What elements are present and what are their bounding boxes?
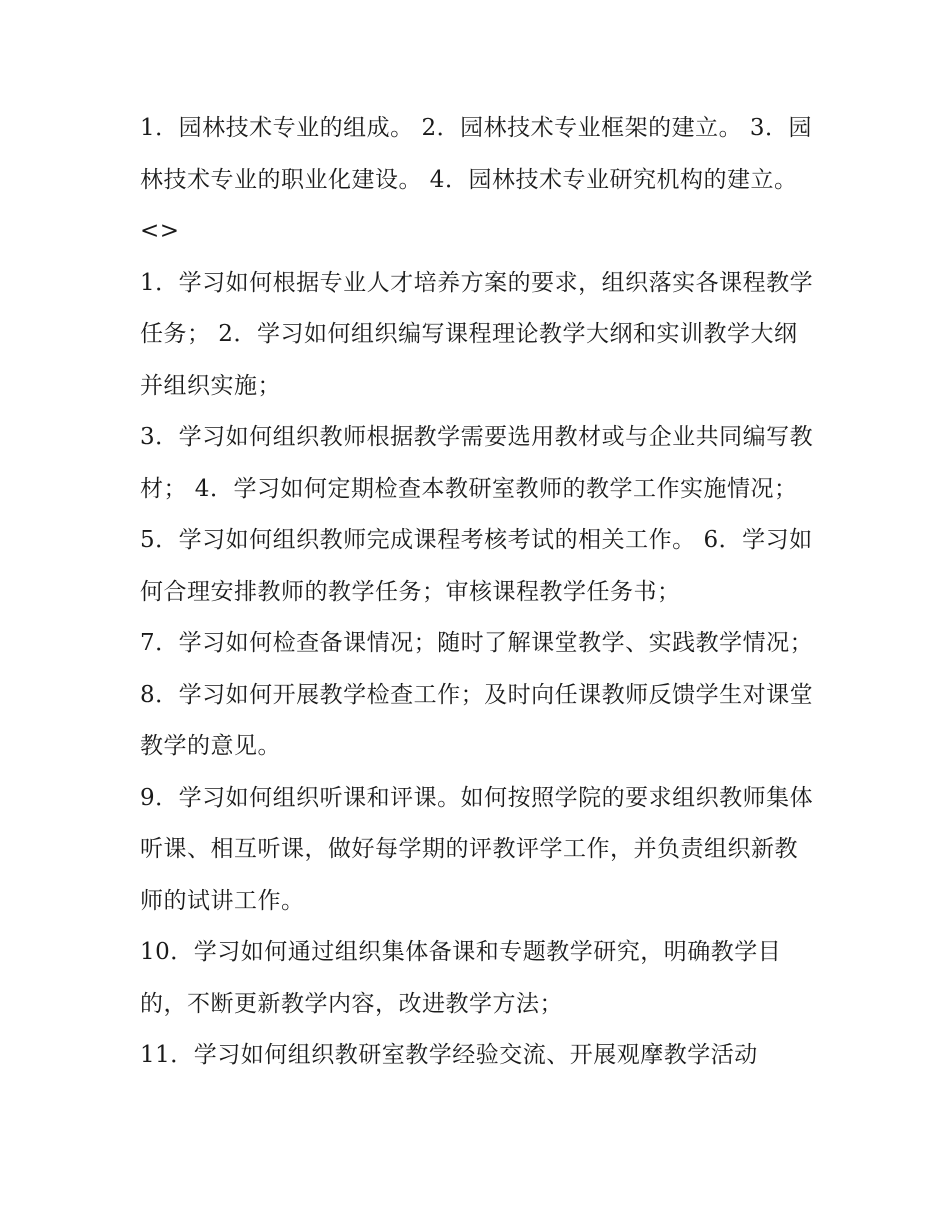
paragraph-3: 3．学习如何组织教师根据教学需要选用教材或与企业共同编写教材； 4．学习如何定期检查本教研室教师的教学工作实施情况； — [140, 424, 814, 502]
paragraph-8: 11．学习如何组织教研室教学经验交流、开展观摩教学活动 — [140, 1042, 758, 1068]
paragraph-4: 5．学习如何组织教师完成课程考核考试的相关工作。 6．学习如何合理安排教师的教学任务；审核课程教学任务书； — [140, 527, 813, 605]
paragraph-1: 1．园林技术专业的组成。 2．园林技术专业框架的建立。 3．园林技术专业的职业化建设。 4．园林技术专业研究机构的建立。 <> — [140, 115, 813, 244]
paragraph-2: 1．学习如何根据专业人才培养方案的要求，组织落实各课程教学任务； 2．学习如何组织编写课程理论教学大纲和实训教学大纲并组织实施； — [140, 269, 814, 399]
paragraph-5: 7．学习如何检查备课情况；随时了解课堂教学、实践教学情况； 8．学习如何开展教学检查工作；及时向任课教师反馈学生对课堂教学的意见。 — [140, 630, 814, 759]
document-body — [140, 103, 820, 1082]
paragraph-7: 10．学习如何通过组织集体备课和专题教学研究，明确教学目的，不断更新教学内容，改进教学方法； — [140, 939, 782, 1017]
paragraph-6: 9．学习如何组织听课和评课。如何按照学院的要求组织教师集体听课、相互听课，做好每学期的评教评学工作，并负责组织新教师的试讲工作。 — [140, 784, 814, 914]
